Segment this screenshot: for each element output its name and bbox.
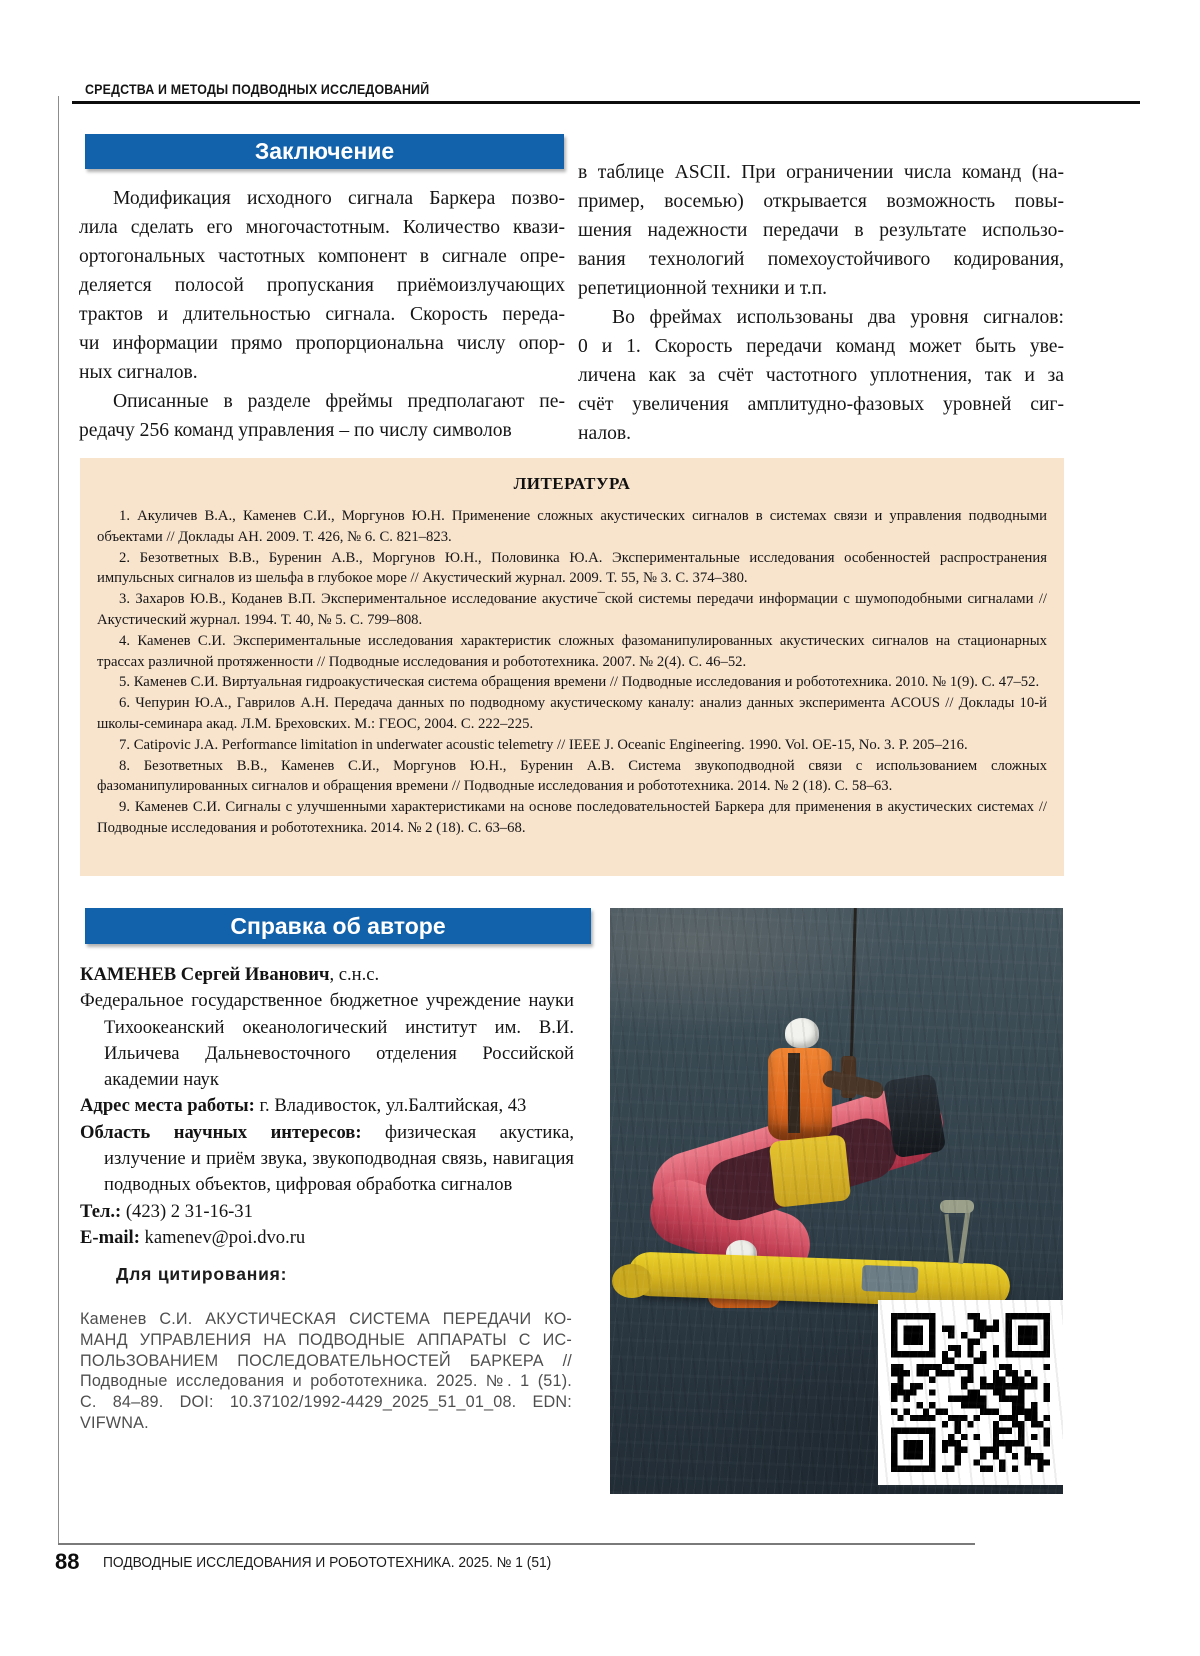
page-left-border <box>58 96 59 1545</box>
literature-box <box>80 458 1064 876</box>
text-line: 0 и 1. Скорость передачи команд может быть уве- <box>578 336 1064 357</box>
text-line: редачу 256 команд управления – по числу символов <box>79 420 512 441</box>
author-info-value: (423) 2 31-16-31 <box>121 1200 253 1222</box>
journal-footer: ПОДВОДНЫЕ ИССЛЕДОВАНИЯ И РОБОТОТЕХНИКА. 2025. № 1 (51) <box>103 1555 552 1571</box>
paragraph <box>578 158 1064 303</box>
text-line: Во фреймах использованы два уровня сигналов: <box>612 307 1064 328</box>
crew-life-vest <box>768 1048 832 1140</box>
reference-item: 5. Каменев С.И. Виртуальная гидроакустическая система обращения времени // Подводные исследования и робототехника. 2010. № 1(9). С. 47–52. <box>119 674 1040 691</box>
author-info-line <box>80 988 574 1093</box>
author-info-value: , с.н.с. <box>329 964 380 985</box>
inflatable-boat <box>639 1064 989 1344</box>
sea-operation-photo <box>610 908 1063 1494</box>
text-line: Описанные в разделе фреймы предполагают пе- <box>113 391 565 412</box>
text-line: С. 84–89. DOI: 10.37102/1992-4429_2025_51_01_08. EDN: <box>80 1393 572 1412</box>
body-column-right <box>578 158 1064 448</box>
text-line: чи информации прямо пропорциональна числу опор- <box>79 333 565 354</box>
reference-item: 1. Акуличев В.А., Каменев С.И., Моргунов Ю.Н. Применение сложных акустических сигналов в системах связи и управления подводными объектами // Доклады АН. 2009. Т. 426, № 6. С. 821–823. <box>97 508 1047 545</box>
boat-tube <box>643 1077 953 1239</box>
paragraph <box>578 303 1064 448</box>
citation-text <box>80 1309 572 1434</box>
author-info-line <box>80 1093 574 1119</box>
author-section-banner <box>85 908 591 944</box>
boat-interior <box>699 1111 905 1228</box>
reference-item: 8. Безответных В.В., Каменев С.И., Моргунов Ю.Н., Буренин А.В. Система звукоподводной связи с использованием сложных фазоманипулированных сигналов и обращения времени // Подводные исследования и робототехника. 2014. № 2 (18). С. 58–63. <box>97 757 1047 795</box>
auv-antenna <box>945 1214 954 1262</box>
text-line: счёт увеличения амплитудно-фазовых уровней сиг- <box>578 394 1064 415</box>
author-info-value: физическая акустика, излучение и приём звука, звукоподводная связь, навигация подводных объектов, цифровая обработка сигналов <box>104 1121 574 1196</box>
page-number: 88 <box>55 1549 80 1574</box>
author-info-label: КАМЕНЕВ Сергей Иванович <box>80 964 330 985</box>
reference-item: 6. Чепурин Ю.А., Гаврилов А.Н. Передача данных по подводному акустическому каналу: анализ данных эксперимента ACOUS // Доклады 10-й школы-семинара акад. Л.М. Бреховских. М.: ГЕОС, 2004. С. 222–225. <box>97 695 1047 732</box>
outboard-motor <box>883 1073 947 1158</box>
author-info-label: Область научных интересов: <box>80 1121 362 1143</box>
author-info-label: Адрес места работы: <box>80 1095 255 1117</box>
boat-bow-tube <box>641 1171 818 1287</box>
header-rule <box>72 101 1140 104</box>
paragraph <box>79 184 565 387</box>
reference-item: 7. Catipovic J.A. Performance limitation in underwater acoustic telemetry // IEEE J. Oceanic Engineering. 1990. Vol. OE-15, No. 3. P. 205–216. <box>119 736 968 753</box>
author-info-label: Тел.: <box>80 1200 122 1222</box>
author-info-value: г. Владивосток, ул.Балтийская, 43 <box>254 1095 527 1117</box>
running-head: СРЕДСТВА И МЕТОДЫ ПОДВОДНЫХ ИССЛЕДОВАНИЙ <box>85 82 430 97</box>
text-line: личена как за счёт частотного уплотнения, так и за <box>578 365 1064 386</box>
text-line: трактов и длительностью сигнала. Скорость переда- <box>79 304 565 325</box>
text-line: в таблице ASCII. При ограничении числа команд (на- <box>578 162 1064 183</box>
auv-vehicle <box>627 1251 1010 1308</box>
text-line: Модификация исходного сигнала Баркера позво- <box>113 188 565 209</box>
text-line: ортогональных частотных компонент в сигнале опре- <box>79 246 565 267</box>
auv-nose <box>612 1264 652 1298</box>
qr-code-pattern <box>891 1313 1050 1472</box>
vest-strap <box>788 1053 800 1133</box>
paragraph <box>79 387 565 445</box>
footer-rule <box>58 1543 975 1545</box>
text-line: репетиционной техники и т.п. <box>578 278 828 299</box>
author-info-label: E-mail: <box>80 1226 140 1248</box>
mooring-line <box>848 908 857 1126</box>
author-info-line <box>80 1120 574 1199</box>
text-line: VIFWNA. <box>80 1413 149 1432</box>
author-info-line <box>80 1199 574 1225</box>
crew-helmet <box>785 1018 819 1048</box>
crew-arm <box>821 1069 885 1100</box>
auv-antenna-head <box>940 1200 974 1213</box>
reference-item: 2. Безответных В.В., Буренин А.В., Моргунов Ю.Н., Половинка Ю.А. Экспериментальные исследования особенностей распространения импульсных сигналов из шельфа в глубокое море // Акустический журнал. 2009. Т. 55, № 3. С. 374–380. <box>97 549 1047 587</box>
conclusion-section-title: Заключение <box>254 138 395 164</box>
body-column-left <box>79 184 565 445</box>
author-info-line <box>80 962 574 988</box>
auv-hatch <box>862 1265 919 1293</box>
crew-pants <box>769 1134 851 1208</box>
citation-label: Для цитирования: <box>116 1264 288 1284</box>
literature-title: ЛИТЕРАТУРА <box>513 474 631 493</box>
author-info-value: kamenev@poi.dvo.ru <box>139 1226 306 1248</box>
conclusion-section-banner <box>85 134 564 169</box>
mooring-weight <box>841 1056 856 1098</box>
text-line: вания технологий помехоустойчивого кодирования, <box>578 249 1064 270</box>
text-line: ных сигналов. <box>79 362 198 383</box>
author-info-line <box>80 1225 574 1251</box>
text-line: лила сделать его многочастотным. Количество квази- <box>79 217 565 238</box>
author-info-value: Федеральное государственное бюджетное учреждение науки Тихоокеанский океанологический институт им. В.И. Ильичева Дальневосточного отделения Российской академии наук <box>80 990 574 1091</box>
text-line: пример, восемью) открывается возможность повы- <box>578 191 1064 212</box>
auv-antenna <box>958 1208 971 1264</box>
text-line: налов. <box>578 423 632 444</box>
bow-crew-vest <box>708 1266 780 1308</box>
bow-crew-helmet <box>726 1240 757 1267</box>
text-line: МАНД УПРАВЛЕНИЯ НА ПОДВОДНЫЕ АППАРАТЫ С ИС- <box>80 1330 572 1349</box>
qr-code <box>878 1300 1063 1485</box>
text-line: ПОЛЬЗОВАНИЕМ ПОСЛЕДОВАТЕЛЬНОСТЕЙ БАРКЕРА // <box>80 1351 572 1370</box>
reference-item: 3. Захаров Ю.В., Коданев В.П. Экспериментальное исследование акустиче¯ской системы передачи информации с шумоподобными сигналами // Акустический журнал. 1994. Т. 40, № 5. С. 799–808. <box>97 591 1047 628</box>
reference-list <box>97 506 1047 839</box>
text-line: деляется полосой пропускания приёмоизлучающих <box>79 275 565 296</box>
author-section-title: Справка об авторе <box>230 912 446 939</box>
reference-item: 9. Каменев С.И. Сигналы с улучшенными характеристиками на основе последовательностей Баркера для применения в акустических системах // Подводные исследования и робототехника. 2014. № 2 (18). С. 63–68. <box>97 799 1047 836</box>
reference-item: 4. Каменев С.И. Экспериментальные исследования характеристик сложных фазоманипулированных акустических сигналов на стационарных трассах различной протяженности // Подводные исследования и робототехника. 2007. № 2(4). С. 46–52. <box>97 632 1047 670</box>
text-line: шения надежности передачи в результате использо- <box>578 220 1064 241</box>
text-line: Каменев С.И. АКУСТИЧЕСКАЯ СИСТЕМА ПЕРЕДАЧИ КО- <box>80 1310 572 1328</box>
author-info-block <box>80 962 574 1251</box>
text-line: Подводные исследования и робототехника. 2025. №. 1 (51). <box>80 1372 572 1391</box>
